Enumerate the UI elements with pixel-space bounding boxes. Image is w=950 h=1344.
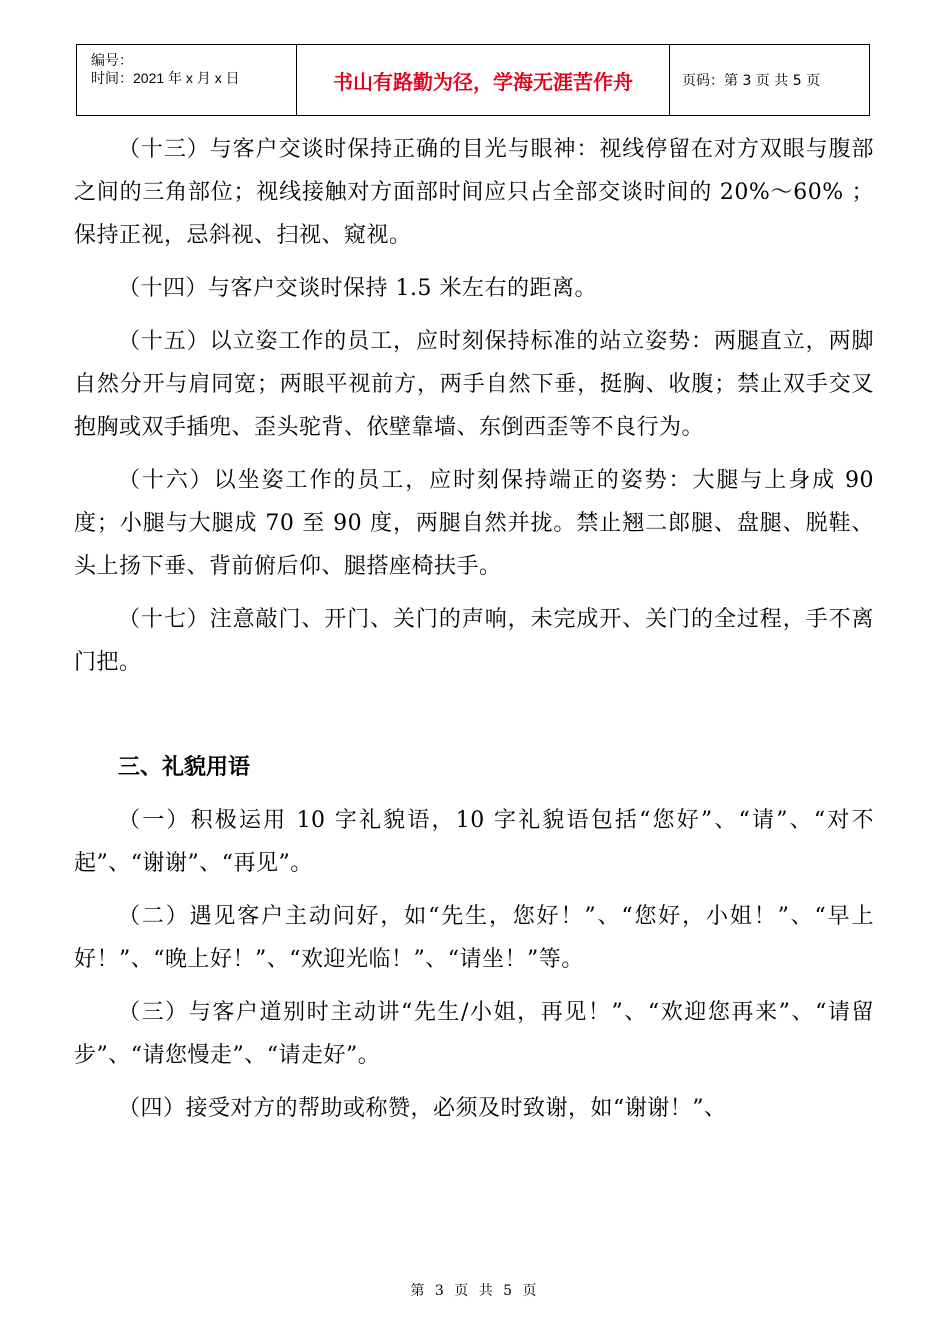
section-paragraph-1: （一）积极运用 10 字礼貌语，10 字礼貌语包括“您好”、“请”、“对不起”、“谢谢”、“再见”。 [74,808,874,876]
document-number-label: 编号： [91,52,133,68]
header-meta [77,45,297,116]
document-header [76,44,870,116]
page-footer: 第 3 页 共 5 页 [410,1283,540,1299]
paragraph-16: （十六）以坐姿工作的员工，应时刻保持端正的姿势：大腿与上身成 90 度；小腿与大腿成 70 至 90 度，两腿自然并拢。禁止翘二郎腿、盘腿、脱鞋、头上扬下垂、背前俯后仰、腿搭座椅扶手。 [74,468,874,579]
paragraph-15: （十五）以立姿工作的员工，应时刻保持标准的站立姿势：两腿直立，两脚自然分开与肩同宽；两眼平视前方，两手自然下垂，挺胸、收腹；禁止双手交叉抱胸或双手插兜、歪头驼背、依壁靠墙、东倒西歪等不良行为。 [74,329,874,440]
section-paragraph-4: （四）接受对方的帮助或称赞，必须及时致谢，如“谢谢！”、 [118,1096,727,1121]
paragraph-14: （十四）与客户交谈时保持 1.5 米左右的距离。 [118,276,597,301]
paragraph-17: （十七）注意敲门、开门、关门的声响，未完成开、关门的全过程，手不离门把。 [74,607,874,675]
section-paragraph-3: （三）与客户道别时主动讲“先生/小姐，再见！”、“欢迎您再来”、“请留步”、“请您慢走”、“请走好”。 [74,1000,874,1068]
section-spacer [74,694,874,746]
document-time-label: 时间：2021 年 x 月 x 日 [91,70,240,86]
paragraph-13: （十三）与客户交谈时保持正确的目光与眼神：视线停留在对方双眼与腹部之间的三角部位；视线接触对方面部时间应只占全部交谈时间的 20%～60% ；保持正视，忌斜视、扫视、窥视。 [74,137,874,248]
header-motto: 书山有路勤为径，学海无涯苦作舟 [297,45,670,116]
document-body [74,128,874,1140]
section-paragraph-2: （二）遇见客户主动问好，如“先生，您好！”、“您好，小姐！”、“早上好！”、“晚上好！”、“欢迎光临！”、“请坐！”等。 [74,904,874,972]
header-page-label: 页码：第 3 页 共 5 页 [670,45,870,116]
section-title: 三、礼貌用语 [118,755,251,780]
